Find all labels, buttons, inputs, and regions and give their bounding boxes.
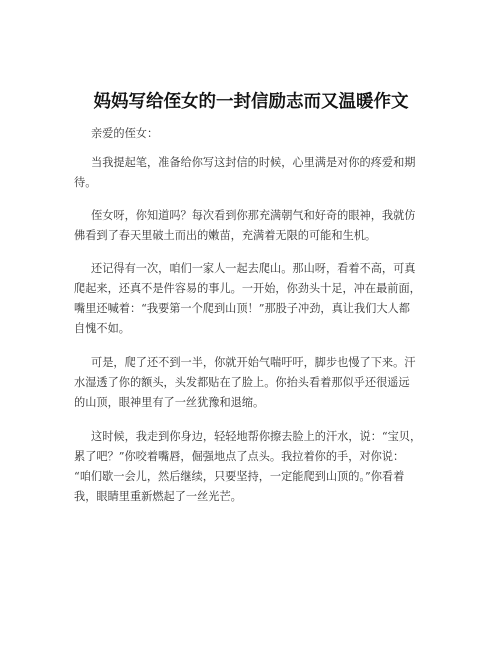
paragraph-line: 爬起来，还真不是件容易的事儿。一开始，你劲头十足，冲在最前面， bbox=[74, 282, 421, 295]
paragraph-2 bbox=[74, 206, 434, 246]
paragraph-4 bbox=[74, 353, 434, 413]
paragraph-line: 的山顶，眼神里有了一丝犹豫和退缩。 bbox=[74, 396, 265, 409]
paragraph-5 bbox=[74, 427, 434, 507]
paragraph-line: 累了吧？”你咬着嘴唇，倔强地点了点头。我拉着你的手，对你说： bbox=[74, 450, 405, 463]
paragraph-line: 还记得有一次，咱们一家人一起去爬山。那山呀，看着不高，可真 bbox=[91, 262, 416, 275]
paragraph-3 bbox=[74, 259, 434, 339]
paragraph-line: “咱们歇一会儿，然后继续，只要坚持，一定能爬到山顶的。”你看着 bbox=[74, 470, 405, 483]
paragraph-line: 侄女呀，你知道吗？每次看到你那充满朝气和好奇的眼神，我就仿 bbox=[91, 209, 416, 222]
salutation-text: 亲爱的侄女： bbox=[91, 127, 159, 140]
paragraph-line: 水湿透了你的额头，头发都贴在了脸上。你抬头看着那似乎还很遥远 bbox=[74, 376, 410, 389]
salutation bbox=[74, 124, 434, 144]
paragraph-line: 我，眼睛里重新燃起了一丝光芒。 bbox=[74, 490, 242, 503]
paragraph-line: 可是，爬了还不到一半，你就开始气喘吁吁，脚步也慢了下来。汗 bbox=[91, 356, 416, 369]
document-title: 妈妈写给侄女的一封信励志而又温暖作文 bbox=[93, 92, 409, 112]
paragraph-line: 自愧不如。 bbox=[74, 322, 130, 335]
paragraph-line: 待。 bbox=[74, 176, 97, 189]
paragraph-line: 佛看到了春天里破土而出的嫩苗，充满着无限的可能和生机。 bbox=[74, 229, 377, 242]
paragraph-line: 当我提起笔，准备给你写这封信的时候，心里满是对你的疼爱和期 bbox=[91, 156, 416, 169]
paragraph-line: 这时候，我走到你身边，轻轻地帮你擦去脸上的汗水，说：“宝贝， bbox=[91, 430, 422, 443]
paragraph-line: 嘴里还喊着：“我要第一个爬到山顶！”那股子冲劲，真让我们大人都 bbox=[74, 302, 410, 315]
paragraph-1 bbox=[74, 153, 434, 193]
